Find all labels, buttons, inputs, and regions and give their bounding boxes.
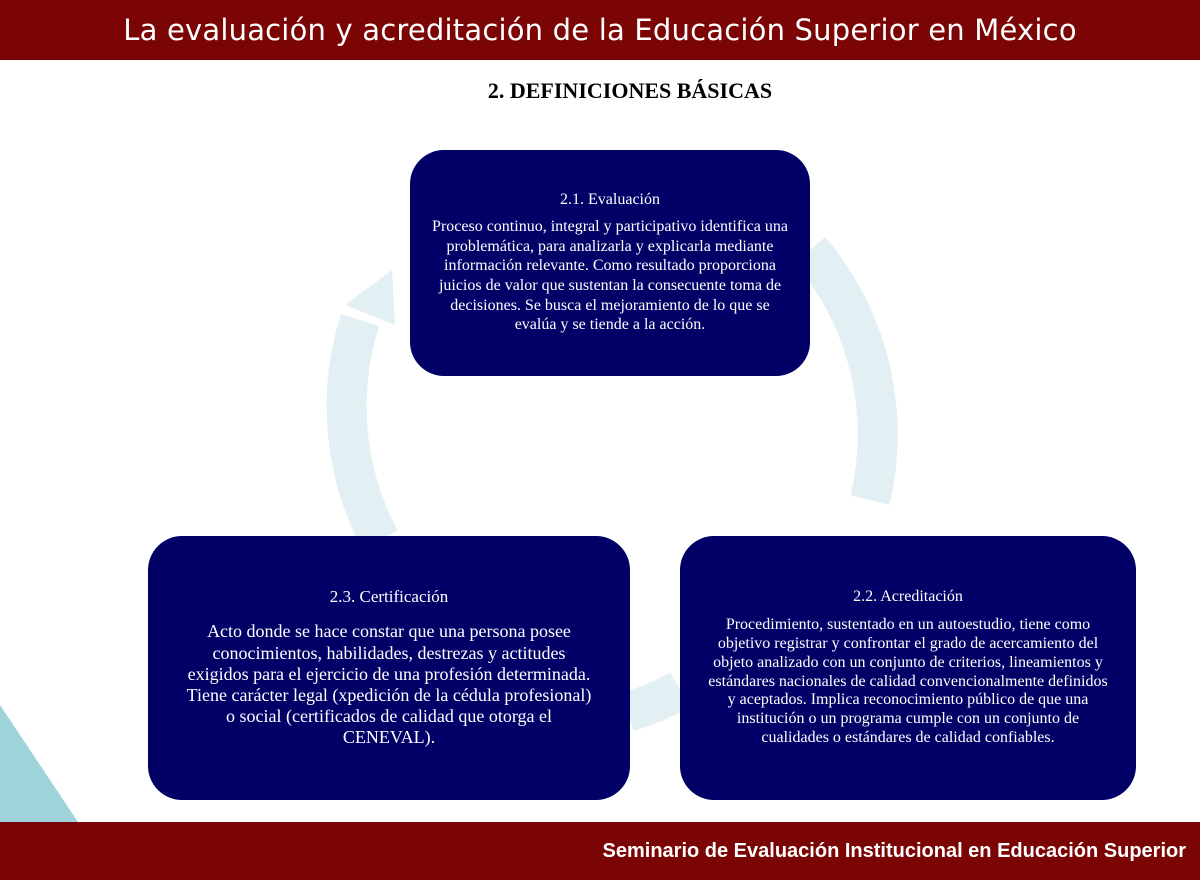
cycle-arrowhead xyxy=(345,270,395,325)
section-title: 2. DEFINICIONES BÁSICAS xyxy=(487,78,773,103)
node-text: Acto donde se hace constar que una persona posee conocimientos, habilidades, destrezas y actitudes exigidos para el ejercicio de una profesión determinada. Tiene carácter legal (xpedición de la cédula profesional) o social (certificados de calidad que otorga el CENEVAL). xyxy=(186,621,592,748)
node-text: Procedimiento, sustentado en un autoestudio, tiene como objetivo registrar y confrontar el grado de acercamiento del objeto analizado con un conjunto de criterios, lineamientos y estándares nacionales de calidad convencionalmente definidos y aceptados. Implica reconocimiento público de que una institución o un programa cumple con un conjunto de cualidades o estándares de calidad confiables. xyxy=(708,615,1108,747)
node-title: 2.3. Certificación xyxy=(329,587,449,607)
cycle-arc-right xyxy=(810,250,878,500)
node-certificacion xyxy=(148,536,630,800)
corner-triangle xyxy=(0,705,78,822)
header-bar xyxy=(0,0,1200,60)
node-text: Proceso continuo, integral y participativo identifica una problemática, para analizarla y explicarla mediante información relevante. Como resultado proporciona juicios de valor que sustentan la consecuente toma de decisiones. Se busca el mejoramiento de lo que se evalúa y se tiende a la acción. xyxy=(432,218,788,334)
cycle-arc-left xyxy=(347,320,380,540)
cycle-arc-bottom xyxy=(628,690,680,712)
footer-text: Seminario de Evaluación Institucional en Educación Superior xyxy=(602,840,1186,862)
footer-bar xyxy=(0,822,1200,880)
node-title: 2.1. Evaluación xyxy=(560,191,660,209)
node-evaluacion xyxy=(410,150,810,376)
header-title: La evaluación y acreditación de la Educación Superior en México xyxy=(123,13,1077,47)
node-title: 2.2. Acreditación xyxy=(853,587,963,605)
node-acreditacion xyxy=(680,536,1136,800)
